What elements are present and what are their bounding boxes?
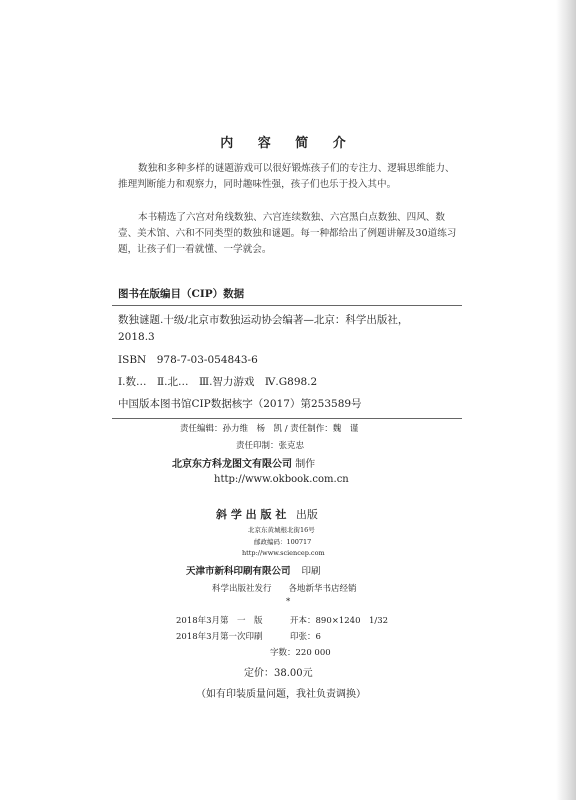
printer-suffix: 印刷	[301, 566, 321, 577]
responsible-editors: 责任编辑：孙力维 杨 凯 / 责任制作：魏 谨	[180, 424, 359, 434]
cip-entry-line-2: 2018.3	[118, 331, 155, 343]
cip-entry-line-1: 数独谜题.十级/北京市数独运动协会编著—北京：科学出版社，	[118, 314, 409, 326]
price: 定价：38.00元	[244, 668, 313, 679]
printer-name: 天津市新科印刷有限公司	[186, 566, 291, 577]
printed-sheets: 印张：6	[290, 632, 321, 642]
first-edition: 2018年3月第 一 版	[176, 616, 263, 626]
cip-record-number: 中国版本图书馆CIP数据核字（2017）第253589号	[118, 398, 362, 410]
page-edge-shadow	[556, 0, 576, 800]
summary-paragraph-2: 本书精选了六宫对角线数独、六宫连续数独、六宫黑白点数独、四风、数壹、美术馆、六和不同类型的数独和谜题。每一种都给出了例题讲解及30道练习题，让孩子们一看就懂、一学就会。	[118, 212, 457, 255]
printer-line	[186, 563, 321, 577]
print-supervisor: 责任印制：张克忠	[236, 441, 305, 451]
producer-name: 北京东方科龙图文有限公司	[172, 459, 292, 470]
publisher-postcode: 邮政编码：100717	[254, 538, 312, 546]
publisher-url: http://www.sciencep.com	[242, 549, 325, 557]
producer-line	[172, 455, 315, 470]
divider-top	[112, 305, 462, 306]
classification: Ⅰ.数… Ⅱ.北… Ⅲ.智力游戏 Ⅳ.G898.2	[118, 376, 318, 388]
isbn: ISBN 978-7-03-054843-6	[118, 354, 258, 366]
book-format: 开本：890×1240 1/32	[290, 616, 389, 626]
distribution: 科学出版社发行 各地新华书店经销	[212, 584, 357, 594]
word-count: 字数：220 000	[270, 648, 331, 658]
publisher-line	[216, 506, 318, 522]
producer-suffix: 制作	[295, 459, 316, 470]
summary-paragraph-1: 数独和多种多样的谜题游戏可以很好锻炼孩子们的专注力、逻辑思维能力、推理判断能力和观察力，同时趣味性强，孩子们也乐于投入其中。	[118, 163, 455, 190]
producer-url: http://www.okbook.com.cn	[214, 474, 349, 485]
publisher-name: 斜 学 出 版 社	[216, 508, 287, 521]
separator-asterisk: *	[286, 597, 291, 607]
divider-bottom	[112, 418, 462, 419]
quality-notice: （如有印装质量问题，我社负责调换）	[196, 689, 366, 700]
cip-header: 图书在版编目（CIP）数据	[118, 288, 245, 300]
first-printing: 2018年3月第一次印刷	[176, 632, 263, 642]
summary-title: 内 容 简 介	[220, 136, 356, 151]
publisher-address: 北京东黄城根北街16号	[248, 526, 315, 534]
publisher-suffix: 出版	[295, 508, 318, 521]
